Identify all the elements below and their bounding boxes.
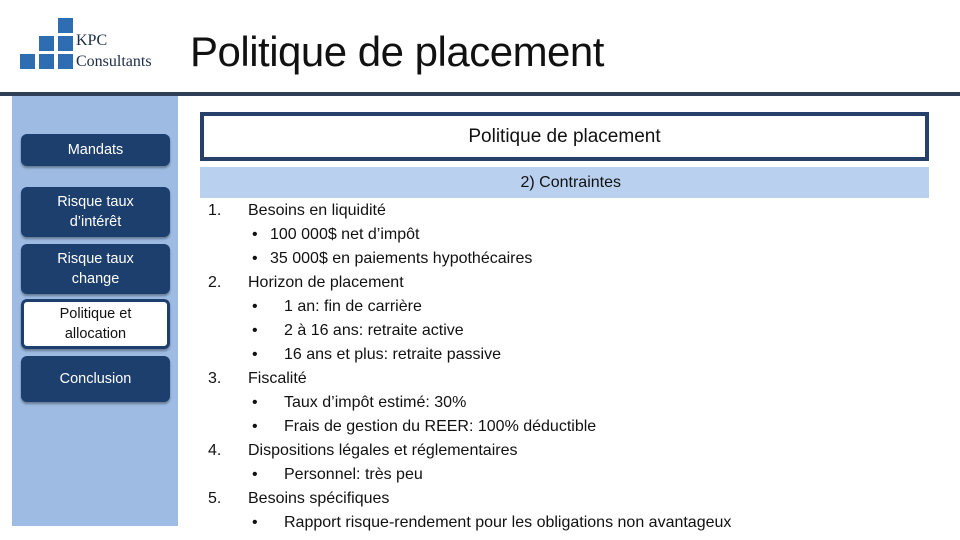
list-item-text: Horizon de placement: [248, 274, 404, 291]
sidebar-item-risque-taux-change[interactable]: Risque taux change: [21, 244, 170, 294]
sidebar-item-conclusion[interactable]: Conclusion: [21, 356, 170, 402]
list-number: 3.: [208, 370, 222, 387]
logo-square: [39, 36, 54, 51]
sidebar-item-mandats[interactable]: Mandats: [21, 134, 170, 166]
list-subitem-text: Personnel: très peu: [284, 466, 423, 483]
list-subitem-text: 2 à 16 ans: retraite active: [284, 322, 464, 339]
list-number: 4.: [208, 442, 222, 459]
bullet-icon: •: [252, 418, 258, 435]
bullet-icon: •: [252, 466, 258, 483]
bullet-icon: •: [252, 250, 258, 267]
logo-square: [39, 54, 54, 69]
sidebar-item-risque-taux-interet[interactable]: Risque taux d’intérêt: [21, 187, 170, 237]
sidebar-item-politique-allocation[interactable]: Politique et allocation: [21, 299, 170, 349]
list-subitem-text: Frais de gestion du REER: 100% déductible: [284, 418, 597, 435]
list-number: 5.: [208, 490, 222, 507]
list-subitem-text: 1 an: fin de carrière: [284, 298, 422, 315]
bullet-icon: •: [252, 514, 258, 531]
logo-square: [58, 54, 73, 69]
list-number: 2.: [208, 274, 222, 291]
sidebar: [12, 96, 178, 526]
bullet-icon: •: [252, 226, 258, 243]
logo-square: [58, 18, 73, 33]
bullet-icon: •: [252, 346, 258, 363]
logo-line-1: KPC: [76, 32, 108, 49]
logo-text: [76, 30, 152, 72]
list-subitem-text: Rapport risque-rendement pour les obligations non avantageux: [284, 514, 732, 531]
bullet-icon: •: [252, 322, 258, 339]
list-subitem-text: 100 000$ net d’impôt: [270, 226, 420, 243]
list-item-text: Besoins spécifiques: [248, 490, 390, 507]
list-item-text: Dispositions légales et réglementaires: [248, 442, 518, 459]
list-item-text: Besoins en liquidité: [248, 202, 386, 219]
section-title-box: Politique de placement: [200, 112, 929, 161]
list-item-text: Fiscalité: [248, 370, 307, 387]
list-subitem-text: 16 ans et plus: retraite passive: [284, 346, 502, 363]
page-title: Politique de placement: [190, 28, 604, 75]
kpc-logo: [20, 18, 180, 78]
list-number: 1.: [208, 202, 222, 219]
logo-square: [20, 54, 35, 69]
list-subitem-text: Taux d’impôt estimé: 30%: [284, 394, 467, 411]
section-subheading: 2) Contraintes: [200, 167, 929, 198]
list-subitem-text: 35 000$ en paiements hypothécaires: [270, 250, 533, 267]
logo-line-2: Consultants: [76, 53, 152, 70]
bullet-icon: •: [252, 298, 258, 315]
bullet-icon: •: [252, 394, 258, 411]
logo-square: [58, 36, 73, 51]
